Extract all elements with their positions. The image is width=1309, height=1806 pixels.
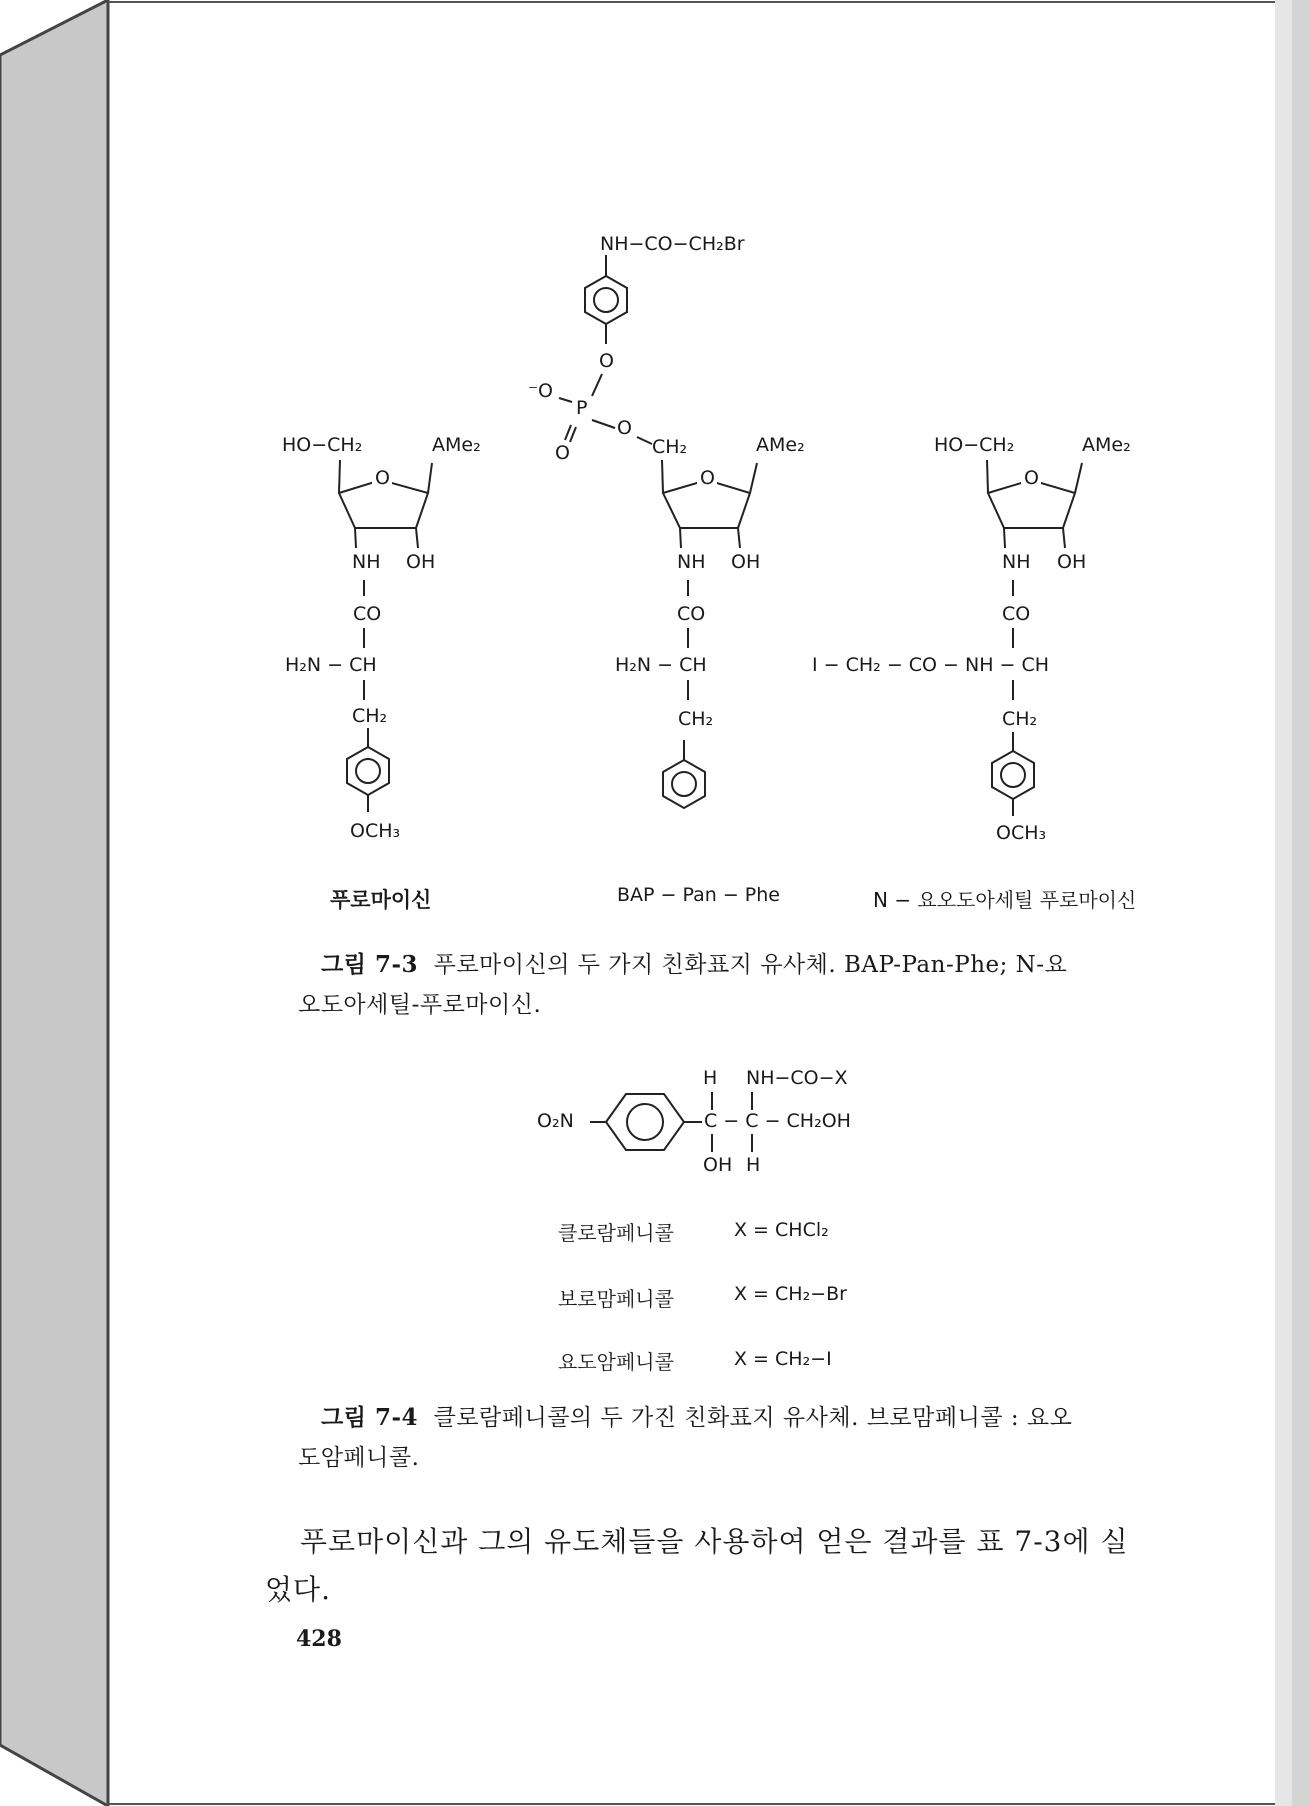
s1-oh: OH — [406, 551, 436, 573]
s3-name: N − 요오도아세틸 푸로마이신 — [873, 888, 1137, 912]
s2-top-group: NH−CO−CH₂Br — [600, 233, 745, 255]
s3-ring-o: O — [1024, 467, 1039, 489]
s1-top-group: HO−CH₂ — [282, 434, 363, 456]
figure-7-3-bonds — [339, 255, 1082, 816]
s2-ch2: CH₂ — [678, 708, 714, 730]
s2-sugar-ch2: CH₂ — [652, 436, 688, 458]
benzene-ring-1 — [347, 747, 389, 795]
s3-oh: OH — [1057, 551, 1087, 573]
fig74-caption-label: 그림 7-4 — [321, 1404, 418, 1431]
nitrobenzene-ring — [606, 1094, 684, 1150]
s1-name: 푸로마이신 — [330, 888, 432, 912]
body-paragraph-line1: 푸로마이신과 그의 유도체들을 사용하여 얻은 결과를 표 7-3에 실 — [300, 1525, 1129, 1558]
s3-ch2: CH₂ — [1002, 708, 1038, 730]
s2-ester-o: O — [599, 350, 614, 372]
s2-oh: OH — [731, 551, 761, 573]
fig74-row1-formula: X = CHCl₂ — [734, 1219, 829, 1241]
fig74-row3-formula: X = CH₂−I — [734, 1348, 832, 1370]
fig73-caption-line1: 그림 7-3 푸로마이신의 두 가지 친화표지 유사체. BAP-Pan-Phe; N-요 — [321, 951, 1068, 978]
s3-ring-sub: OCH₃ — [996, 822, 1047, 844]
book-spine — [0, 0, 108, 1806]
s2-co: CO — [677, 603, 706, 625]
fig74-chain: C − C − CH₂OH — [704, 1110, 851, 1132]
benzene-ring-top — [585, 276, 627, 324]
fig74-h-bottom: H — [746, 1154, 761, 1176]
s1-alpha: H₂N − CH — [285, 654, 377, 676]
page-number: 428 — [296, 1626, 342, 1652]
fig74-row3-name: 요도암페니콜 — [558, 1350, 674, 1374]
fig74-caption-line2: 도암페니콜. — [298, 1445, 420, 1471]
s1-co: CO — [353, 603, 382, 625]
s2-nh: NH — [677, 551, 706, 573]
fig74-caption-line1: 그림 7-4 클로람페니콜의 두 가진 친화표지 유사체. 브로맘페니콜 : 요오 — [321, 1404, 1073, 1431]
fig74-row2-name: 보로맘페니콜 — [558, 1287, 674, 1311]
benzene-ring-3 — [992, 751, 1034, 799]
s3-alpha: I − CH₂ − CO − NH − CH — [812, 654, 1050, 676]
body-paragraph-line2: 었다. — [265, 1573, 331, 1606]
fig74-row2-formula: X = CH₂−Br — [734, 1283, 847, 1305]
fig74-no2: O₂N — [537, 1110, 574, 1132]
s2-amine: AMe₂ — [756, 434, 805, 456]
s1-ring-o: O — [375, 467, 390, 489]
s3-amine: AMe₂ — [1082, 434, 1131, 456]
s1-nh: NH — [352, 551, 381, 573]
fig74-nh-co-x: NH−CO−X — [746, 1067, 848, 1089]
fig73-caption-label: 그림 7-3 — [321, 951, 418, 978]
benzene-ring-2 — [663, 760, 705, 808]
s2-alpha: H₂N − CH — [615, 654, 707, 676]
s2-ring-o: O — [700, 467, 715, 489]
fig74-h-top: H — [703, 1067, 718, 1089]
s2-bridge-o: O — [617, 417, 632, 439]
s1-ch2: CH₂ — [352, 705, 388, 727]
fig73-caption-line2: 오도아세틸-푸로마이신. — [298, 992, 542, 1018]
s2-name: BAP − Pan − Phe — [617, 884, 780, 906]
s1-ring-sub: OCH₃ — [350, 820, 401, 842]
s2-phosphorus: P — [576, 397, 588, 419]
s2-phos-o-minus: ⁻O — [528, 380, 553, 402]
fig74-row1-name: 클로람페니콜 — [558, 1221, 674, 1245]
s1-amine: AMe₂ — [432, 434, 481, 456]
fig74-oh-bottom: OH — [703, 1154, 733, 1176]
s3-nh: NH — [1002, 551, 1031, 573]
s3-top-group: HO−CH₂ — [934, 434, 1015, 456]
s3-co: CO — [1002, 603, 1031, 625]
s2-double-o: O — [555, 442, 570, 464]
